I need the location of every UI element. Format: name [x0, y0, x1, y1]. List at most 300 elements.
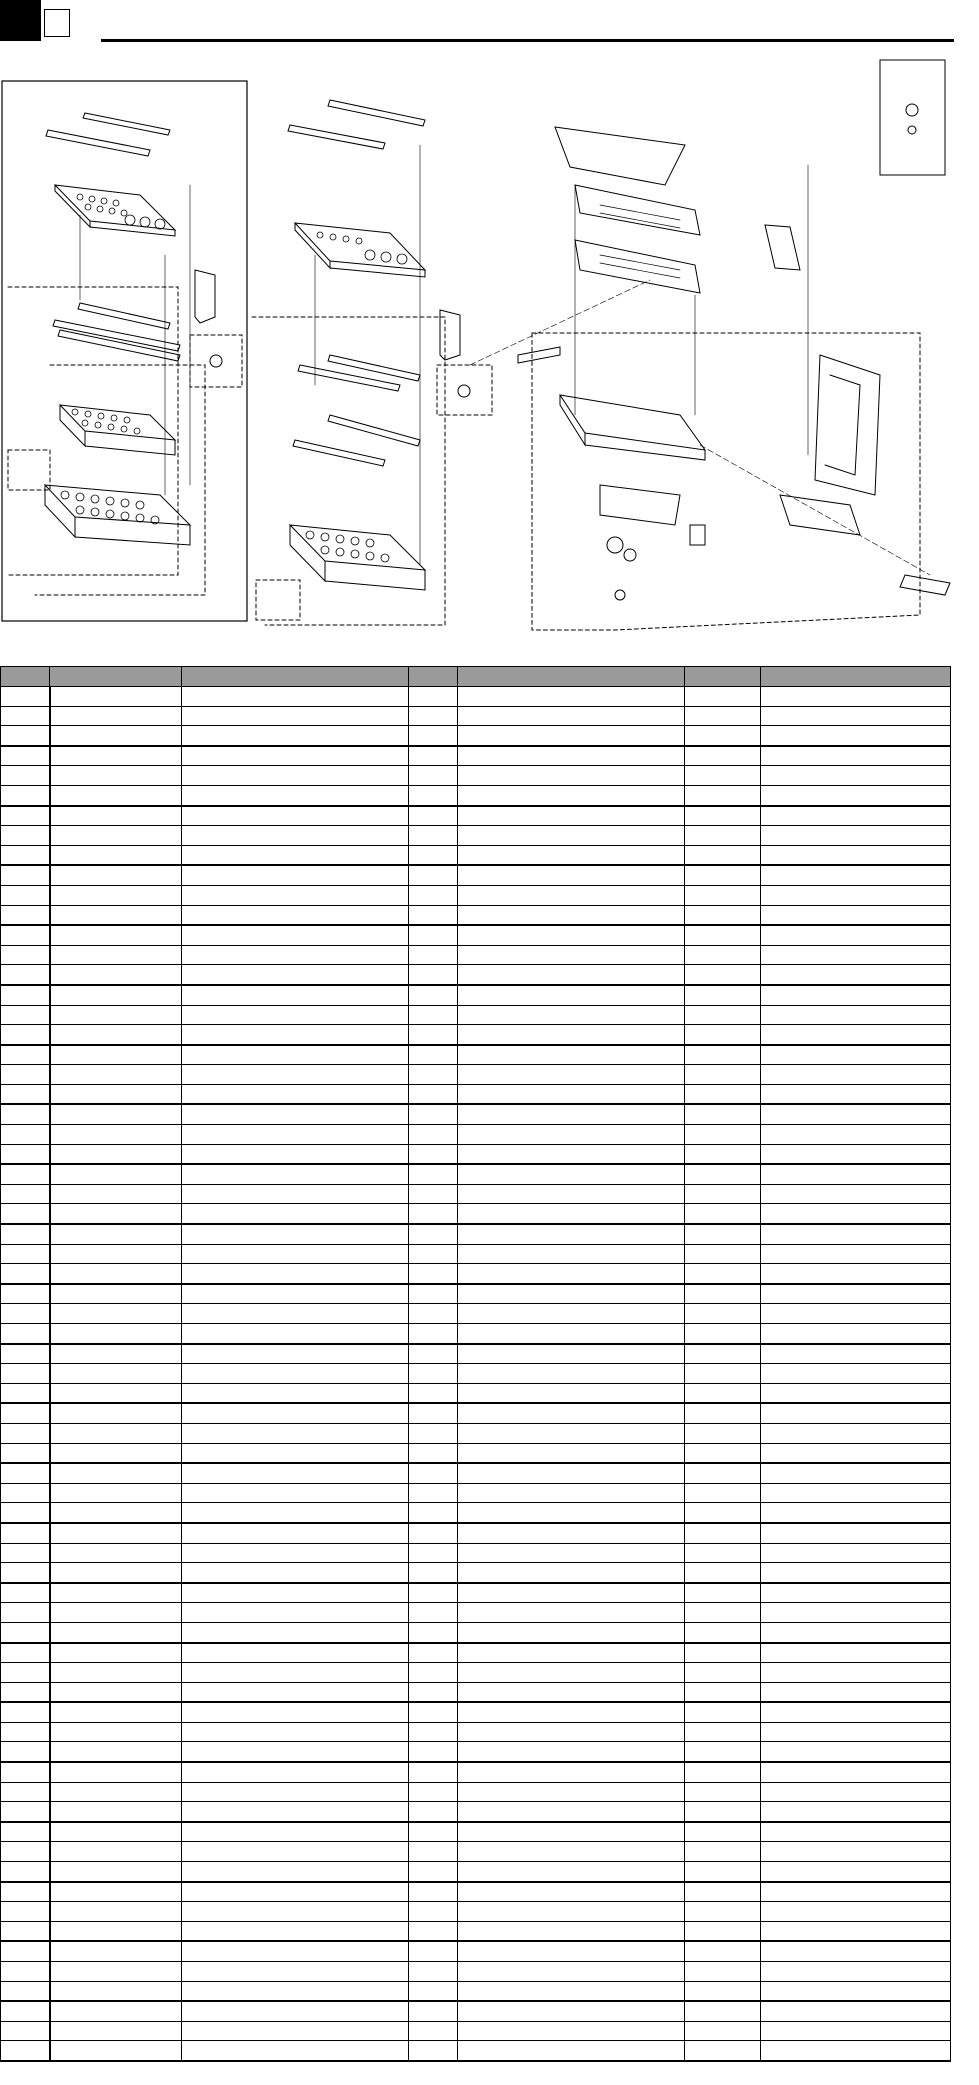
table-cell [182, 1284, 409, 1304]
table-cell [458, 706, 685, 726]
table-cell [458, 1722, 685, 1742]
table-cell [50, 1663, 182, 1683]
table-cell [182, 1682, 409, 1702]
table-cell [50, 1822, 182, 1842]
table-row [1, 1921, 951, 1941]
table-cell [50, 1902, 182, 1922]
table-row [1, 1104, 951, 1124]
table-cell [685, 1583, 761, 1603]
table-cell [761, 1344, 951, 1364]
table-cell [458, 1284, 685, 1304]
table-cell [409, 766, 458, 786]
table-cell [458, 1383, 685, 1403]
table-cell [761, 687, 951, 707]
table-cell [761, 1005, 951, 1025]
table-cell [182, 766, 409, 786]
table-cell [182, 1742, 409, 1762]
table-cell [182, 785, 409, 805]
table-cell [409, 1304, 458, 1324]
table-cell [50, 1045, 182, 1065]
table-cell [50, 687, 182, 707]
table-cell [50, 1941, 182, 1961]
parts-list-table [0, 666, 951, 2062]
table-cell [182, 1204, 409, 1224]
table-cell [1, 1742, 50, 1762]
table-cell [685, 766, 761, 786]
table-cell [761, 726, 951, 746]
table-cell [1, 1663, 50, 1683]
table-cell [1, 1344, 50, 1364]
table-cell [1, 1005, 50, 1025]
right-assembly [470, 60, 950, 630]
table-cell [685, 1403, 761, 1423]
table-cell [458, 1882, 685, 1902]
table-cell [182, 1722, 409, 1742]
table-cell [409, 1483, 458, 1503]
table-row [1, 885, 951, 905]
table-cell [458, 1443, 685, 1463]
table-cell [409, 706, 458, 726]
table-cell [1, 845, 50, 865]
table-row [1, 1284, 951, 1304]
table-cell [761, 1264, 951, 1284]
table-cell [409, 1622, 458, 1642]
header-cell [409, 667, 458, 687]
table-cell [50, 1104, 182, 1124]
table-row [1, 1224, 951, 1244]
table-cell [761, 1364, 951, 1384]
table-cell [50, 1862, 182, 1882]
table-cell [50, 925, 182, 945]
table-cell [1, 1364, 50, 1384]
table-cell [1, 1224, 50, 1244]
table-cell [409, 1682, 458, 1702]
table-cell [409, 1164, 458, 1184]
table-cell [761, 1423, 951, 1443]
section-tab [0, 0, 41, 41]
table-cell [182, 2001, 409, 2021]
table-cell [1, 1284, 50, 1304]
table-cell [458, 1941, 685, 1961]
table-cell [761, 1045, 951, 1065]
table-cell [458, 865, 685, 885]
table-cell [458, 1543, 685, 1563]
table-cell [685, 687, 761, 707]
table-cell [685, 1005, 761, 1025]
table-cell [1, 1543, 50, 1563]
table-row [1, 985, 951, 1005]
table-cell [761, 826, 951, 846]
table-cell [685, 1344, 761, 1364]
table-row [1, 1025, 951, 1045]
table-cell [50, 945, 182, 965]
table-cell [1, 925, 50, 945]
table-cell [409, 1941, 458, 1961]
table-row [1, 1125, 951, 1145]
table-cell [458, 1065, 685, 1085]
table-cell [409, 1065, 458, 1085]
table-cell [1, 1622, 50, 1642]
table-row [1, 766, 951, 786]
table-cell [761, 1802, 951, 1822]
table-cell [50, 1463, 182, 1483]
table-cell [1, 2041, 50, 2061]
table-cell [685, 785, 761, 805]
table-cell [50, 1084, 182, 1104]
table-cell [685, 1025, 761, 1045]
table-row [1, 1702, 951, 1722]
table-cell [1, 1902, 50, 1922]
table-cell [1, 1503, 50, 1523]
table-cell [50, 1702, 182, 1722]
table-cell [182, 925, 409, 945]
table-cell [409, 905, 458, 925]
table-row [1, 2021, 951, 2041]
table-cell [182, 1862, 409, 1882]
table-cell [50, 885, 182, 905]
table-cell [685, 1045, 761, 1065]
table-row [1, 1762, 951, 1782]
table-cell [50, 1742, 182, 1762]
table-cell [458, 1862, 685, 1882]
table-cell [458, 1344, 685, 1364]
table-cell [761, 1065, 951, 1085]
table-row [1, 1902, 951, 1922]
table-cell [458, 1563, 685, 1583]
table-cell [1, 1682, 50, 1702]
table-cell [761, 2041, 951, 2061]
table-cell [458, 1663, 685, 1683]
table-cell [685, 1463, 761, 1483]
table-cell [685, 845, 761, 865]
table-cell [761, 1722, 951, 1742]
header-cell [685, 667, 761, 687]
table-cell [50, 1882, 182, 1902]
table-cell [458, 1981, 685, 2001]
table-cell [409, 1045, 458, 1065]
table-cell [685, 1184, 761, 1204]
table-row [1, 1962, 951, 1982]
table-cell [182, 2021, 409, 2041]
table-cell [1, 766, 50, 786]
table-cell [1, 1722, 50, 1742]
table-cell [182, 1702, 409, 1722]
table-cell [685, 1902, 761, 1922]
table-cell [409, 1403, 458, 1423]
table-cell [182, 1802, 409, 1822]
table-cell [685, 1563, 761, 1583]
table-cell [50, 1284, 182, 1304]
table-cell [182, 1423, 409, 1443]
table-cell [182, 1882, 409, 1902]
table-cell [409, 1962, 458, 1982]
table-cell [685, 1543, 761, 1563]
table-cell [409, 945, 458, 965]
table-row [1, 1523, 951, 1543]
table-cell [685, 1284, 761, 1304]
table-row [1, 1862, 951, 1882]
table-row [1, 1045, 951, 1065]
table-cell [761, 1443, 951, 1463]
table-cell [1, 687, 50, 707]
table-row [1, 1483, 951, 1503]
table-cell [685, 885, 761, 905]
table-cell [1, 1025, 50, 1045]
table-cell [685, 1065, 761, 1085]
table-cell [409, 1184, 458, 1204]
table-cell [409, 1025, 458, 1045]
table-cell [1, 1304, 50, 1324]
table-row [1, 1184, 951, 1204]
table-cell [50, 965, 182, 985]
table-cell [50, 1722, 182, 1742]
parts-list-body [1, 687, 951, 2061]
table-cell [182, 1383, 409, 1403]
table-cell [458, 766, 685, 786]
table-cell [761, 1663, 951, 1683]
table-row [1, 1065, 951, 1085]
table-cell [182, 1244, 409, 1264]
table-cell [685, 1742, 761, 1762]
table-cell [1, 945, 50, 965]
table-cell [182, 726, 409, 746]
table-cell [1, 1264, 50, 1284]
table-cell [50, 1204, 182, 1224]
middle-assembly [252, 100, 492, 625]
table-row [1, 1742, 951, 1762]
table-cell [458, 1204, 685, 1224]
table-cell [761, 1463, 951, 1483]
table-cell [50, 1543, 182, 1563]
table-cell [458, 1782, 685, 1802]
table-cell [1, 1324, 50, 1344]
table-cell [50, 1224, 182, 1244]
table-cell [761, 1324, 951, 1344]
table-cell [761, 1543, 951, 1563]
table-cell [182, 1025, 409, 1045]
table-cell [409, 2021, 458, 2041]
table-row [1, 2001, 951, 2021]
table-row [1, 785, 951, 805]
table-cell [182, 706, 409, 726]
table-cell [182, 1045, 409, 1065]
table-cell [458, 1324, 685, 1344]
table-cell [409, 1702, 458, 1722]
table-cell [761, 806, 951, 826]
table-cell [50, 1682, 182, 1702]
table-cell [761, 746, 951, 766]
table-cell [1, 1822, 50, 1842]
table-cell [685, 1304, 761, 1324]
table-cell [409, 2001, 458, 2021]
table-cell [761, 1862, 951, 1882]
table-cell [50, 1324, 182, 1344]
table-cell [685, 1702, 761, 1722]
table-cell [761, 1941, 951, 1961]
table-row [1, 746, 951, 766]
table-cell [182, 746, 409, 766]
table-cell [761, 1503, 951, 1523]
header-rule [101, 39, 954, 42]
table-cell [761, 845, 951, 865]
table-row [1, 1005, 951, 1025]
table-cell [50, 1264, 182, 1284]
table-cell [409, 885, 458, 905]
table-cell [409, 785, 458, 805]
table-cell [50, 1025, 182, 1045]
table-cell [50, 726, 182, 746]
table-cell [761, 945, 951, 965]
table-cell [685, 1144, 761, 1164]
table-cell [50, 1184, 182, 1204]
table-row [1, 1941, 951, 1961]
table-cell [458, 1463, 685, 1483]
table-cell [1, 985, 50, 1005]
table-cell [182, 2041, 409, 2061]
table-cell [182, 865, 409, 885]
table-cell [1, 1563, 50, 1583]
header-cell [182, 667, 409, 687]
table-cell [409, 1822, 458, 1842]
table-cell [685, 726, 761, 746]
table-cell [182, 845, 409, 865]
table-cell [458, 925, 685, 945]
table-row [1, 1802, 951, 1822]
table-cell [761, 1882, 951, 1902]
table-cell [409, 1722, 458, 1742]
table-cell [50, 746, 182, 766]
table-cell [685, 1822, 761, 1842]
table-cell [685, 865, 761, 885]
table-cell [409, 1563, 458, 1583]
table-cell [409, 726, 458, 746]
table-cell [182, 985, 409, 1005]
table-cell [458, 1822, 685, 1842]
table-cell [182, 1324, 409, 1344]
table-row [1, 1603, 951, 1623]
table-cell [458, 1483, 685, 1503]
table-cell [409, 1284, 458, 1304]
table-cell [685, 1423, 761, 1443]
table-row [1, 1443, 951, 1463]
table-cell [685, 706, 761, 726]
table-cell [761, 1204, 951, 1224]
table-cell [182, 1902, 409, 1922]
table-cell [761, 1842, 951, 1862]
table-cell [1, 1523, 50, 1543]
table-cell [685, 1941, 761, 1961]
table-cell [1, 726, 50, 746]
table-cell [409, 1981, 458, 2001]
table-row [1, 1822, 951, 1842]
table-cell [761, 1144, 951, 1164]
table-cell [50, 2021, 182, 2041]
table-cell [458, 2041, 685, 2061]
table-row [1, 1543, 951, 1563]
table-cell [182, 1663, 409, 1683]
table-cell [458, 1304, 685, 1324]
table-cell [1, 785, 50, 805]
table-cell [409, 865, 458, 885]
table-cell [50, 2041, 182, 2061]
table-cell [50, 985, 182, 1005]
table-cell [409, 1603, 458, 1623]
table-row [1, 1842, 951, 1862]
table-cell [458, 1902, 685, 1922]
table-cell [761, 865, 951, 885]
table-cell [685, 1364, 761, 1384]
table-cell [409, 1643, 458, 1663]
table-row [1, 726, 951, 746]
table-cell [458, 1005, 685, 1025]
table-cell [458, 1125, 685, 1145]
table-cell [1, 1244, 50, 1264]
table-cell [685, 1603, 761, 1623]
table-cell [1, 1921, 50, 1941]
table-row [1, 1344, 951, 1364]
table-cell [409, 806, 458, 826]
table-cell [409, 1204, 458, 1224]
table-cell [761, 1164, 951, 1184]
table-cell [409, 1324, 458, 1344]
table-row [1, 1264, 951, 1284]
table-cell [50, 865, 182, 885]
table-cell [1, 2021, 50, 2041]
table-cell [458, 746, 685, 766]
table-cell [458, 1144, 685, 1164]
table-row [1, 1503, 951, 1523]
table-cell [685, 965, 761, 985]
table-cell [182, 1762, 409, 1782]
table-cell [182, 945, 409, 965]
table-cell [409, 1084, 458, 1104]
table-cell [1, 806, 50, 826]
table-row [1, 2041, 951, 2061]
table-cell [458, 806, 685, 826]
table-cell [761, 706, 951, 726]
table-cell [50, 905, 182, 925]
table-cell [761, 1383, 951, 1403]
table-row [1, 845, 951, 865]
table-cell [182, 1344, 409, 1364]
table-cell [182, 1622, 409, 1642]
table-cell [50, 1403, 182, 1423]
table-cell [761, 985, 951, 1005]
table-cell [409, 965, 458, 985]
table-cell [50, 1483, 182, 1503]
table-cell [685, 1164, 761, 1184]
table-cell [685, 1324, 761, 1344]
table-cell [1, 1981, 50, 2001]
table-cell [182, 1543, 409, 1563]
table-cell [409, 1762, 458, 1782]
table-cell [685, 985, 761, 1005]
table-cell [182, 1403, 409, 1423]
table-cell [50, 1981, 182, 2001]
table-cell [458, 1643, 685, 1663]
table-cell [50, 1125, 182, 1145]
table-cell [182, 1084, 409, 1104]
table-cell [761, 1962, 951, 1982]
table-cell [50, 1423, 182, 1443]
table-cell [458, 1921, 685, 1941]
table-cell [685, 2001, 761, 2021]
table-cell [1, 1782, 50, 1802]
table-cell [409, 2041, 458, 2061]
table-cell [409, 1663, 458, 1683]
table-cell [1, 1403, 50, 1423]
table-cell [1, 706, 50, 726]
